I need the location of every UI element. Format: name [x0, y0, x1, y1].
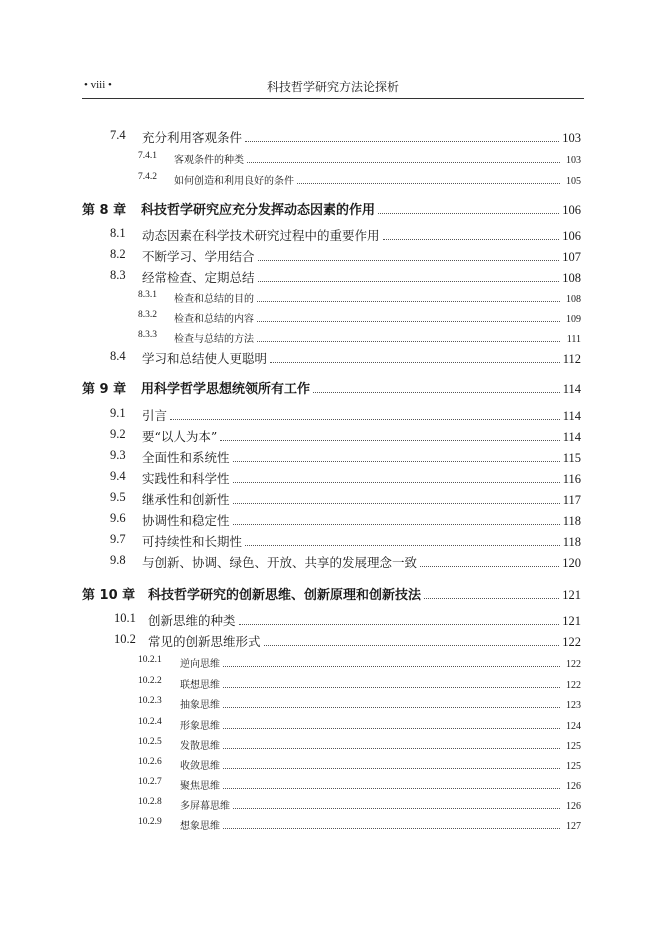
- dot-leader: [233, 494, 560, 504]
- dot-leader: [239, 615, 560, 625]
- toc-label: 想象思维: [180, 821, 220, 832]
- dot-leader: [313, 383, 560, 393]
- toc-entry-8-2[interactable]: [0, 247, 661, 265]
- toc-number: 10.2.3: [138, 696, 162, 706]
- dot-leader: [420, 557, 559, 567]
- toc-entry-9-6[interactable]: [0, 511, 661, 529]
- dot-leader: [170, 410, 560, 420]
- toc-number: 10.2.2: [138, 676, 162, 686]
- dot-leader: [258, 251, 560, 261]
- toc-label: 实践性和科学性: [142, 471, 230, 486]
- dot-leader: [258, 272, 560, 282]
- toc-number: 10.2: [114, 632, 136, 646]
- dot-leader: [245, 536, 560, 546]
- toc-number: 10.1: [114, 611, 136, 625]
- dot-leader: [223, 700, 560, 708]
- toc-entry-9-5[interactable]: [0, 490, 661, 508]
- toc-number: 9.6: [110, 511, 126, 525]
- toc-number: 9.8: [110, 553, 126, 567]
- toc-label: 抽象思维: [180, 700, 220, 711]
- toc-label: 创新思维的种类: [148, 613, 236, 628]
- toc-page: 108: [562, 271, 581, 285]
- toc-entry-10-2-3[interactable]: [0, 696, 661, 714]
- toc-label: 与创新、协调、绿色、开放、共享的发展理念一致: [142, 555, 418, 570]
- toc-label: 可持续性和长期性: [142, 534, 243, 549]
- toc-entry-10-2-5[interactable]: [0, 737, 661, 755]
- toc-page: 123: [566, 700, 581, 711]
- toc-page: 103: [562, 131, 581, 145]
- toc-page: 106: [562, 203, 581, 217]
- toc-label: 收敛思维: [180, 761, 220, 772]
- toc-number: 9.7: [110, 532, 126, 546]
- toc-chapter-number: 第 8 章: [82, 203, 127, 218]
- toc-page: 117: [562, 493, 581, 507]
- dot-leader: [223, 741, 560, 749]
- dot-leader: [257, 314, 560, 322]
- toc-page: 114: [562, 382, 581, 396]
- toc-page: 114: [562, 430, 581, 444]
- toc-page: 121: [562, 614, 581, 628]
- toc-entry-9-2[interactable]: [0, 427, 661, 445]
- dot-leader: [223, 821, 560, 829]
- toc-label: 聚焦思维: [180, 781, 220, 792]
- dot-leader: [270, 353, 560, 363]
- toc-entry-9-4[interactable]: [0, 469, 661, 487]
- toc-page: 124: [566, 721, 581, 732]
- dot-leader: [233, 473, 560, 483]
- toc-page: 106: [562, 229, 581, 243]
- dot-leader: [247, 155, 560, 163]
- header-book-title: 科技哲学研究方法论探析: [266, 80, 399, 94]
- dot-leader: [223, 761, 560, 769]
- toc-label: 多屏幕思维: [180, 801, 230, 812]
- toc-entry-10-2-4[interactable]: [0, 717, 661, 735]
- toc-label: 形象思维: [180, 721, 220, 732]
- toc-page: 105: [566, 176, 581, 187]
- toc-page: 120: [562, 556, 581, 570]
- toc-entry-10-1[interactable]: [0, 611, 661, 629]
- toc-page: 118: [562, 535, 581, 549]
- toc-number: 10.2.6: [138, 757, 162, 767]
- toc-entry-8-3-3[interactable]: [0, 330, 661, 348]
- toc-chapter-9[interactable]: [0, 378, 661, 396]
- dot-leader: [223, 721, 560, 729]
- toc-label: 如何创造和利用良好的条件: [174, 176, 294, 187]
- toc-entry-10-2-7[interactable]: [0, 777, 661, 795]
- toc-entry-8-3[interactable]: [0, 268, 661, 286]
- toc-number: 9.2: [110, 427, 126, 441]
- toc-label: 协调性和稳定性: [142, 513, 230, 528]
- toc-number: 10.2.9: [138, 817, 162, 827]
- toc-label: 常见的创新思维形式: [148, 634, 261, 649]
- toc-page: 125: [566, 741, 581, 752]
- toc-page: 103: [566, 155, 581, 166]
- toc-entry-10-2-1[interactable]: [0, 655, 661, 673]
- toc-page: 122: [566, 680, 581, 691]
- toc-entry-8-3-1[interactable]: [0, 290, 661, 308]
- toc-number: 7.4: [110, 128, 126, 142]
- toc-page: 108: [566, 294, 581, 305]
- toc-entry-9-3[interactable]: [0, 448, 661, 466]
- dot-leader: [264, 636, 560, 646]
- toc-label: 检查与总结的方法: [174, 334, 254, 345]
- toc-entry-8-3-2[interactable]: [0, 310, 661, 328]
- toc-page: 122: [562, 635, 581, 649]
- toc-page: 118: [562, 514, 581, 528]
- toc-number: 8.2: [110, 247, 126, 261]
- toc-number: 10.2.7: [138, 777, 162, 787]
- toc-entry-9-8[interactable]: [0, 553, 661, 571]
- toc-number: 10.2.4: [138, 717, 162, 727]
- toc-label: 动态因素在科学技术研究过程中的重要作用: [142, 228, 380, 243]
- toc-entry-10-2-2[interactable]: [0, 676, 661, 694]
- toc-entry-9-1[interactable]: [0, 406, 661, 424]
- toc-label: 检查和总结的内容: [174, 314, 254, 325]
- toc-number: 8.1: [110, 226, 126, 240]
- toc-number: 7.4.2: [138, 172, 157, 182]
- toc-page: 122: [566, 659, 581, 670]
- dot-leader: [297, 176, 560, 184]
- dot-leader: [223, 680, 560, 688]
- toc-page: 127: [566, 821, 581, 832]
- toc-number: 8.4: [110, 349, 126, 363]
- toc-chapter-title: 用科学哲学思想统领所有工作: [141, 382, 311, 397]
- header-page-number: • viii •: [84, 79, 112, 91]
- toc-label: 继承性和创新性: [142, 492, 230, 507]
- toc-entry-10-2-6[interactable]: [0, 757, 661, 775]
- dot-leader: [383, 230, 560, 240]
- toc-label: 引言: [142, 408, 168, 423]
- toc-label: 逆向思维: [180, 659, 220, 670]
- toc-page: 116: [562, 472, 581, 486]
- toc-chapter-number: 第 10 章: [82, 588, 136, 603]
- toc-number: 10.2.1: [138, 655, 162, 665]
- toc-label: 要“以人为本”: [142, 429, 218, 444]
- toc-page: 112: [562, 352, 581, 366]
- dot-leader: [233, 452, 560, 462]
- toc-number: 8.3.1: [138, 290, 157, 300]
- toc-number: 10.2.8: [138, 797, 162, 807]
- toc-number: 9.4: [110, 469, 126, 483]
- toc-entry-8-4[interactable]: [0, 349, 661, 367]
- toc-chapter-10[interactable]: [0, 584, 661, 602]
- dot-leader: [257, 334, 560, 342]
- dot-leader: [378, 204, 559, 214]
- toc-label: 经常检查、定期总结: [142, 270, 255, 285]
- toc-number: 10.2.5: [138, 737, 162, 747]
- toc-page: 121: [562, 588, 581, 602]
- toc-page: 125: [566, 761, 581, 772]
- toc-label: 全面性和系统性: [142, 450, 230, 465]
- toc-label: 不断学习、学用结合: [142, 249, 255, 264]
- toc-chapter-8[interactable]: [0, 199, 661, 217]
- dot-leader: [223, 659, 560, 667]
- toc-page: 115: [562, 451, 581, 465]
- toc-page: 109: [566, 314, 581, 325]
- toc-number: 8.3: [110, 268, 126, 282]
- toc-entry-10-2[interactable]: [0, 632, 661, 650]
- toc-chapter-title: 科技哲学研究应充分发挥动态因素的作用: [141, 203, 376, 218]
- dot-leader: [245, 132, 559, 142]
- toc-label: 联想思维: [180, 680, 220, 691]
- dot-leader: [233, 515, 560, 525]
- toc-page: 126: [566, 801, 581, 812]
- toc-number: 7.4.1: [138, 151, 157, 161]
- toc-page: 107: [562, 250, 581, 264]
- dot-leader: [220, 431, 559, 441]
- dot-leader: [424, 589, 559, 599]
- toc-number: 8.3.3: [138, 330, 157, 340]
- toc-page: 114: [562, 409, 581, 423]
- toc-number: 9.1: [110, 406, 126, 420]
- toc-number: 8.3.2: [138, 310, 157, 320]
- toc-entry-7-4-2[interactable]: [0, 172, 661, 190]
- toc-page: 111: [566, 334, 581, 345]
- toc-page: 126: [566, 781, 581, 792]
- toc-number: 9.3: [110, 448, 126, 462]
- toc-label: 学习和总结使人更聪明: [142, 351, 268, 366]
- toc-entry-8-1[interactable]: [0, 226, 661, 244]
- dot-leader: [233, 801, 560, 809]
- toc-chapter-number: 第 9 章: [82, 382, 127, 397]
- toc-entry-10-2-8[interactable]: [0, 797, 661, 815]
- dot-leader: [223, 781, 560, 789]
- toc-label: 客观条件的种类: [174, 155, 244, 166]
- toc-number: 9.5: [110, 490, 126, 504]
- toc-chapter-title: 科技哲学研究的创新思维、创新原理和创新技法: [148, 588, 422, 603]
- dot-leader: [257, 294, 560, 302]
- toc-entry-10-2-9[interactable]: [0, 817, 661, 835]
- toc-entry-7-4-1[interactable]: [0, 151, 661, 169]
- toc-entry-7-4[interactable]: [0, 128, 661, 146]
- toc-label: 充分利用客观条件: [142, 130, 243, 145]
- toc-label: 检查和总结的目的: [174, 294, 254, 305]
- toc-label: 发散思维: [180, 741, 220, 752]
- toc-entry-9-7[interactable]: [0, 532, 661, 550]
